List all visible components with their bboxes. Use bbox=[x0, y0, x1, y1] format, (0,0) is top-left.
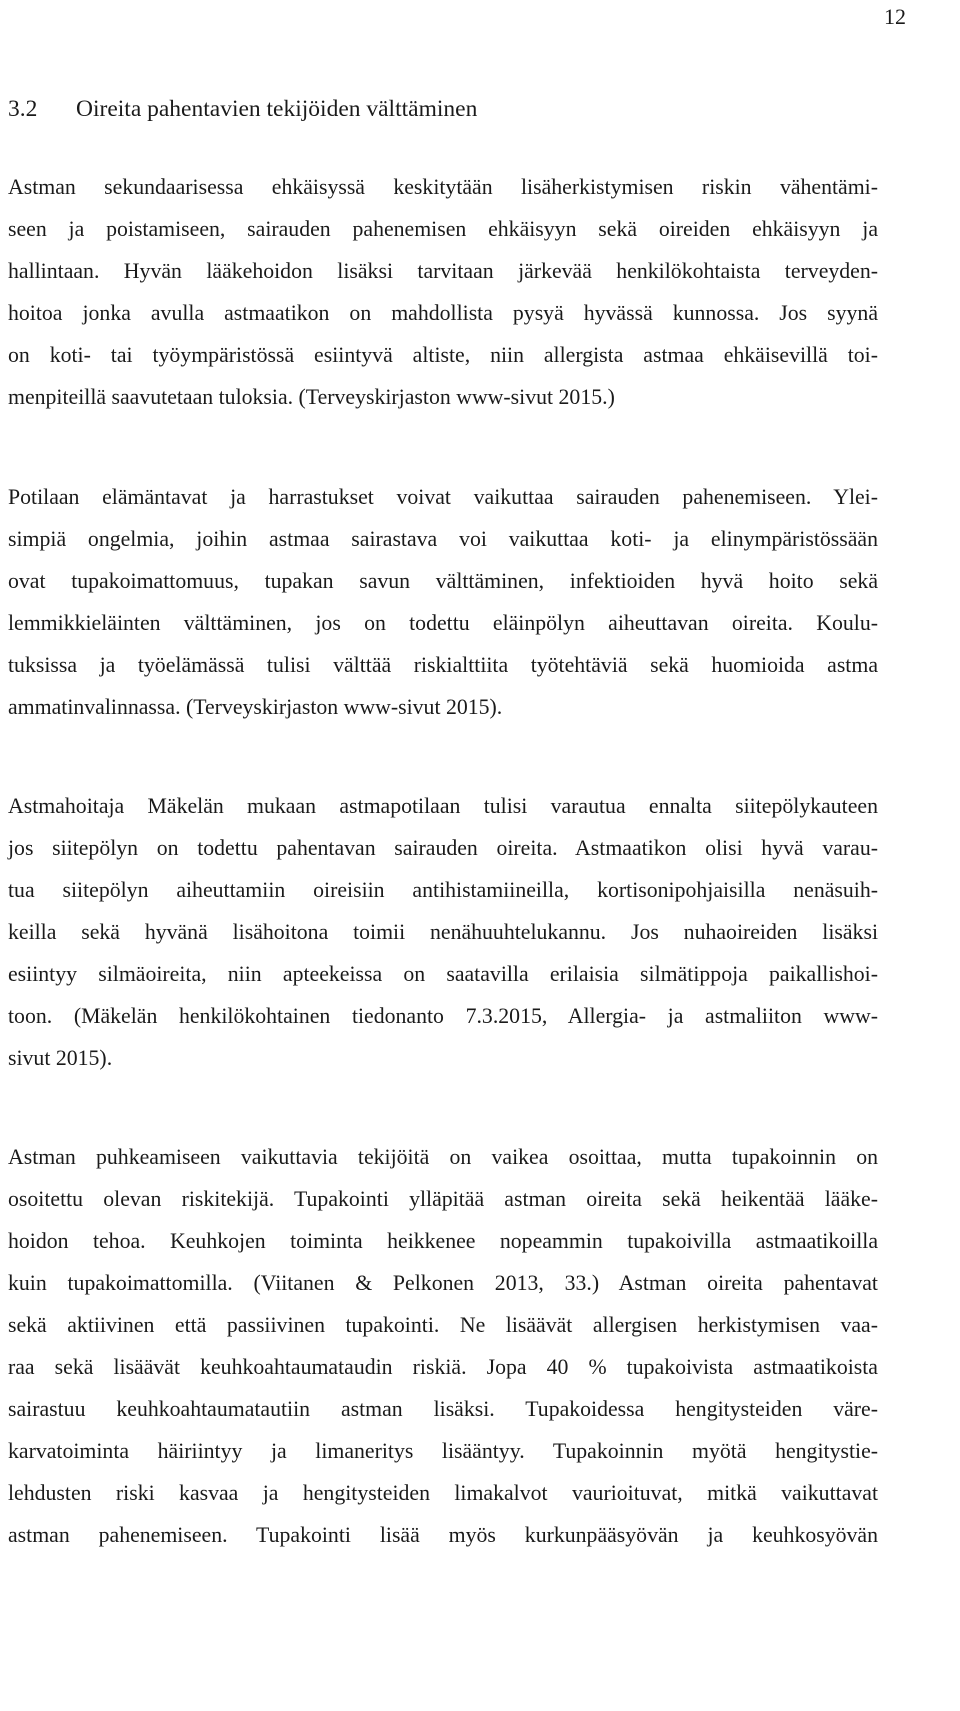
text-line: ammatinvalinnassa. (Terveyskirjaston www-sivut 2015). bbox=[8, 695, 503, 719]
text-line: Astmahoitaja Mäkelän mukaan astmapotilaan tulisi varautua ennalta siitepölykauteen bbox=[8, 794, 878, 818]
text-line: hoidon tehoa. Keuhkojen toiminta heikkenee nopeammin tupakoivilla astmaatikoilla bbox=[8, 1229, 878, 1253]
text-line: kuin tupakoimattomilla. (Viitanen & Pelkonen 2013, 33.) Astman oireita pahentavat bbox=[8, 1271, 878, 1295]
text-line: Astman sekundaarisessa ehkäisyssä keskitytään lisäherkistymisen riskin vähentämi- bbox=[8, 175, 878, 199]
paragraph-4 bbox=[8, 1136, 878, 1556]
text-line: seen ja poistamiseen, sairauden pahenemisen ehkäisyyn sekä oireiden ehkäisyyn ja bbox=[8, 217, 878, 241]
text-line: simpiä ongelmia, joihin astmaa sairastava voi vaikuttaa koti- ja elinympäristössään bbox=[8, 527, 878, 551]
paragraph-3 bbox=[8, 785, 878, 1079]
paragraph-1 bbox=[8, 166, 878, 418]
text-line: menpiteillä saavutetaan tuloksia. (Terveyskirjaston www-sivut 2015.) bbox=[8, 385, 615, 409]
text-line: on koti- tai työympäristössä esiintyvä altiste, niin allergista astmaa ehkäisevillä toi- bbox=[8, 343, 878, 367]
text-line: osoitettu olevan riskitekijä. Tupakointi ylläpitää astman oireita sekä heikentää lääke- bbox=[8, 1187, 878, 1211]
text-line: Potilaan elämäntavat ja harrastukset voivat vaikuttaa sairauden pahenemiseen. Ylei- bbox=[8, 485, 878, 509]
text-line: esiintyy silmäoireita, niin apteekeissa on saatavilla erilaisia silmätippoja paikallishoi- bbox=[8, 962, 878, 986]
text-line: hallintaan. Hyvän lääkehoidon lisäksi tarvitaan järkevää henkilökohtaista terveyden- bbox=[8, 259, 878, 283]
text-line: hoitoa jonka avulla astmaatikon on mahdollista pysyä hyvässä kunnossa. Jos syynä bbox=[8, 301, 878, 325]
text-line: keilla sekä hyvänä lisähoitona toimii nenähuuhtelukannu. Jos nuhaoireiden lisäksi bbox=[8, 920, 878, 944]
text-line: astman pahenemiseen. Tupakointi lisää myös kurkunpääsyövän ja keuhkosyövän bbox=[8, 1523, 878, 1547]
text-line: tua siitepölyn aiheuttamiin oireisiin antihistamiineilla, kortisonipohjaisilla nenäsuih- bbox=[8, 878, 878, 902]
text-line: karvatoiminta häiriintyy ja limaneritys lisääntyy. Tupakoinnin myötä hengitystie- bbox=[8, 1439, 878, 1463]
text-line: ovat tupakoimattomuus, tupakan savun välttäminen, infektioiden hyvä hoito sekä bbox=[8, 569, 878, 593]
text-line: sekä aktiivinen että passiivinen tupakointi. Ne lisäävät allergisen herkistymisen vaa- bbox=[8, 1313, 878, 1337]
text-line: toon. (Mäkelän henkilökohtainen tiedonanto 7.3.2015, Allergia- ja astmaliiton www- bbox=[8, 1004, 878, 1028]
text-line: sivut 2015). bbox=[8, 1046, 113, 1070]
text-line: lemmikkieläinten välttäminen, jos on todettu eläinpölyn aiheuttavan oireita. Koulu- bbox=[8, 611, 878, 635]
text-line: sairastuu keuhkoahtaumatautiin astman lisäksi. Tupakoidessa hengitysteiden väre- bbox=[8, 1397, 878, 1421]
paragraph-2 bbox=[8, 476, 878, 728]
text-line: lehdusten riski kasvaa ja hengitysteiden limakalvot vaurioituvat, mitkä vaikuttavat bbox=[8, 1481, 878, 1505]
page-number: 12 bbox=[884, 4, 906, 29]
section-number: 3.2 bbox=[8, 96, 38, 122]
text-line: Astman puhkeamiseen vaikuttavia tekijöitä on vaikea osoittaa, mutta tupakoinnin on bbox=[8, 1145, 878, 1169]
text-line: tuksissa ja työelämässä tulisi välttää riskialttiita työtehtäviä sekä huomioida astma bbox=[8, 653, 878, 677]
section-title: Oireita pahentavien tekijöiden välttäminen bbox=[76, 96, 478, 122]
text-line: jos siitepölyn on todettu pahentavan sairauden oireita. Astmaatikon olisi hyvä varau- bbox=[8, 836, 878, 860]
section-heading bbox=[8, 92, 477, 126]
text-line: raa sekä lisäävät keuhkoahtaumataudin riskiä. Jopa 40 % tupakoivista astmaatikoista bbox=[8, 1355, 878, 1379]
